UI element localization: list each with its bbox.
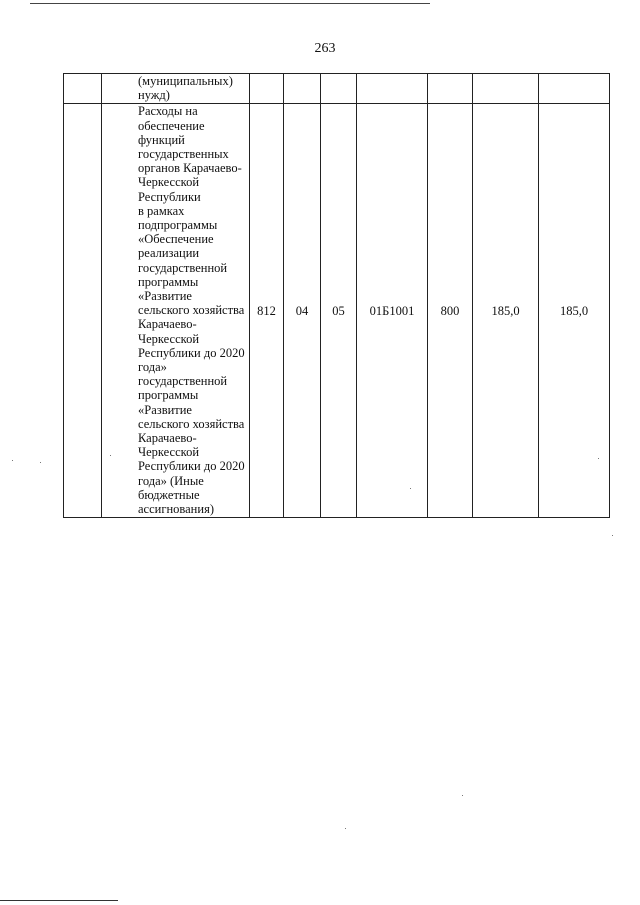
scan-speck [110, 455, 111, 456]
bottom-scan-edge [0, 900, 118, 901]
expense-type-cell [428, 74, 473, 104]
table-row [64, 104, 610, 518]
top-scan-edge [30, 3, 430, 4]
scan-speck [462, 795, 463, 796]
ministry-code-cell [250, 74, 284, 104]
expense-type-cell: 800 [428, 104, 473, 518]
amount-1-cell: 185,0 [473, 104, 539, 518]
section-code-cell: 04 [284, 104, 321, 518]
amount-2-cell: 185,0 [539, 104, 610, 518]
amount-2-cell [539, 74, 610, 104]
scan-speck [612, 535, 613, 536]
scan-speck [12, 460, 13, 461]
scan-speck [410, 488, 411, 489]
row-number-cell [64, 74, 102, 104]
subsection-code-cell [321, 74, 357, 104]
amount-1-cell [473, 74, 539, 104]
row-number-cell [64, 104, 102, 518]
ministry-code-cell: 812 [250, 104, 284, 518]
target-item-cell: 01Б1001 [357, 104, 428, 518]
description-cell: (муниципальных) нужд) [102, 74, 250, 104]
scan-speck [598, 458, 599, 459]
subsection-code-cell: 05 [321, 104, 357, 518]
target-item-cell [357, 74, 428, 104]
scan-speck [345, 828, 346, 829]
scan-speck [40, 462, 41, 463]
description-cell: Расходы на обеспечение функций государственных органов Карачаево- Черкесской Республики в рамках подпрограммы «Обеспечение реализации государственной программы «Развитие сельского хозяйства Карачаево-Черкесской Республики до 2020 года» государственной программы «Развитие сельского хозяйства Карачаево-Черкесской Республики до 2020 года» (Иные бюджетные ассигнования) [102, 104, 250, 518]
table-row [64, 74, 610, 104]
page-number: 263 [314, 41, 336, 56]
section-code-cell [284, 74, 321, 104]
budget-table [63, 73, 610, 518]
